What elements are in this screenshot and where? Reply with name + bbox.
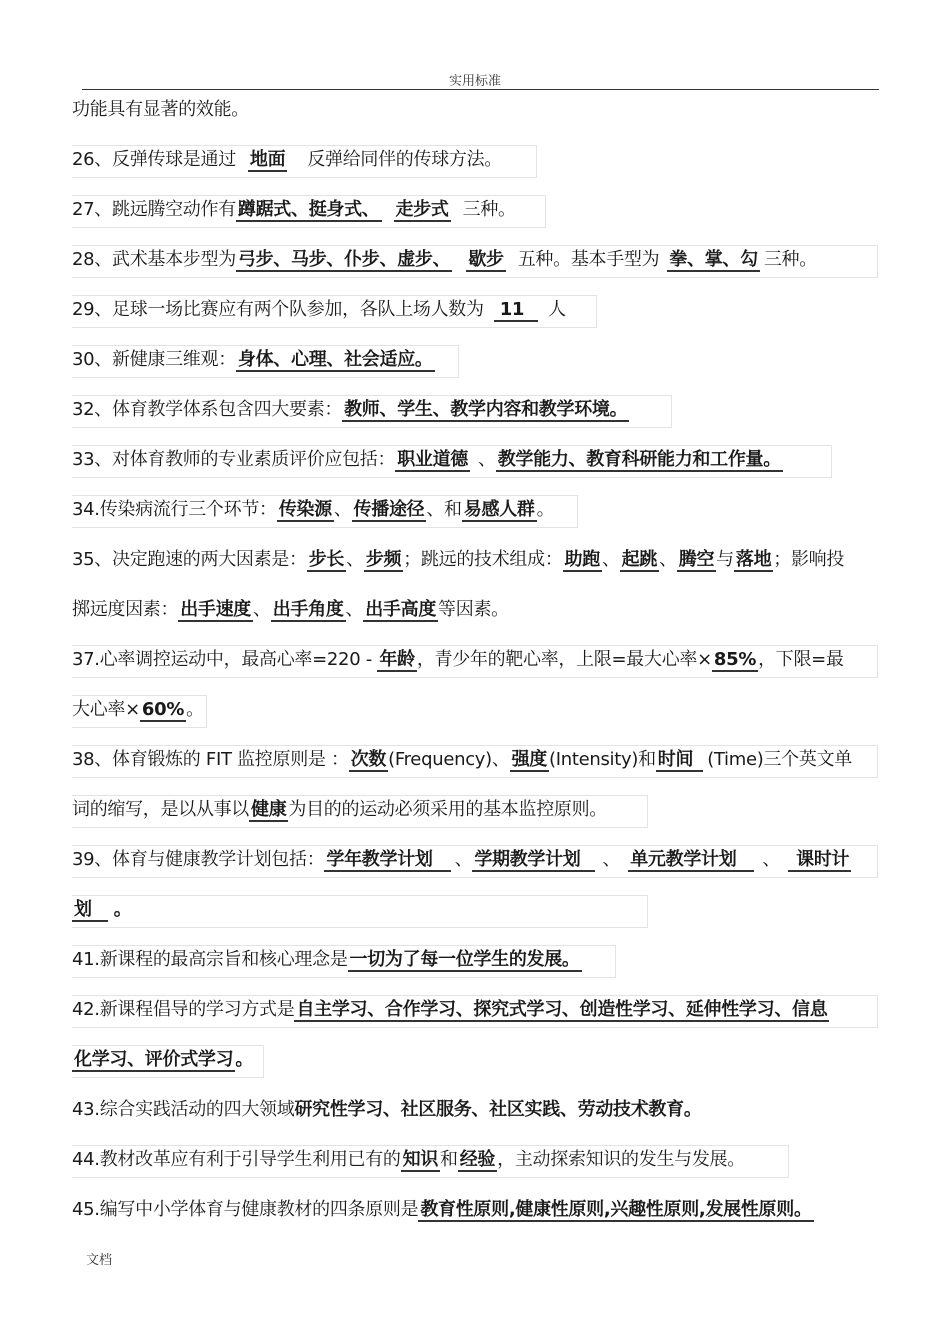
text: 39、体育与健康教学计划包括： [72, 849, 325, 870]
question-33 [72, 444, 783, 476]
question-41 [72, 944, 582, 976]
text: 、 [478, 449, 496, 470]
answer: 60% [141, 699, 185, 720]
answer: 知识 [402, 1149, 439, 1170]
text: 。 [186, 699, 204, 720]
answer: 职业道德 [397, 449, 469, 470]
text: 为目的的运动必须采用的基本监控原则。 [288, 799, 608, 820]
answer: 弓步、马步、仆步、虚步、 [237, 249, 451, 270]
text: 掷远度因素： [72, 599, 179, 620]
answer: 教学能力、教育科研能力和工作量。 [497, 449, 781, 470]
text: 、 [346, 549, 364, 570]
answer: 助跑 [564, 549, 600, 570]
answer: 起跳 [621, 549, 658, 570]
text: 、 [345, 599, 364, 620]
text: ，下限=最 [758, 649, 844, 670]
answer: 11 [494, 299, 538, 322]
text: 。 [235, 1049, 254, 1070]
text: 32、体育教学体系包含四大要素： [72, 399, 343, 420]
text: 反弹给同伴的传球方法。 [307, 149, 503, 170]
question-38-cont [72, 794, 607, 826]
answer: 次数 [350, 749, 387, 770]
text: 37.心率调控运动中，最高心率=220 - [72, 649, 378, 670]
question-29 [72, 294, 566, 326]
answer: 强度 [511, 749, 547, 770]
question-37 [72, 644, 844, 676]
answer: 腾空 [678, 549, 715, 570]
answer: 课时计 [788, 849, 851, 872]
answer: 步频 [365, 549, 402, 570]
text: 26、反弹传球是通过 [72, 149, 236, 170]
answer: 85% [713, 649, 757, 670]
text: 、 [601, 549, 620, 570]
text: 、 [253, 599, 271, 620]
answer: 易感人群 [463, 499, 535, 520]
answer: 传播途径 [353, 499, 425, 520]
text: 33、对体育教师的专业素质评价应包括： [72, 449, 396, 470]
answer: 教育性原则,健康性原则,兴趣性原则,发展性原则。 [420, 1199, 812, 1220]
text: 、 [659, 549, 677, 570]
text: (Frequency)、 [388, 749, 510, 770]
answer: 一切为了每一位学生的发展。 [349, 949, 580, 970]
text: ，主动探索知识的发生与发展。 [497, 1149, 745, 1170]
text: 、 [333, 499, 352, 520]
text: 35、决定跑速的两大因素是： [72, 549, 307, 570]
text-line [72, 94, 249, 126]
text: 。 [113, 899, 132, 920]
answer: 落地 [735, 549, 772, 570]
answer: 传染源 [278, 499, 332, 520]
header-rule [82, 89, 879, 90]
question-39 [72, 844, 851, 876]
answer: 年龄 [379, 649, 415, 670]
question-44 [72, 1144, 745, 1176]
answer: 划 [72, 899, 108, 922]
text: ，青少年的靶心率，上限=最大心率× [416, 649, 712, 670]
cell-border [72, 895, 648, 928]
answer: 经验 [459, 1149, 496, 1170]
answer: 走步式 [395, 199, 449, 220]
text: 30、新健康三维观： [72, 349, 236, 370]
question-26 [72, 144, 502, 176]
text: (Time)三个英文单 [707, 749, 852, 770]
answer: 学年教学计划 [324, 849, 450, 872]
answer: 健康 [251, 799, 287, 820]
text: 42.新课程倡导的学习方式是 [72, 999, 295, 1020]
text: 和 [440, 1149, 458, 1170]
answer: 拳、掌、勾 [669, 249, 758, 270]
text: 、 [454, 849, 473, 870]
question-42 [72, 994, 829, 1026]
text: 功能具有显著的效能。 [72, 99, 249, 120]
answer: 出手高度 [365, 599, 437, 620]
answer: 出手角度 [272, 599, 344, 620]
text: 29、足球一场比赛应有两个队参加，各队上场人数为 [72, 299, 484, 320]
question-38 [72, 744, 852, 776]
answer: 学期教学计划 [472, 849, 594, 872]
page-footer: 文档 [86, 1253, 113, 1268]
question-43 [72, 1094, 702, 1126]
text: 、 [602, 849, 621, 870]
answer: 时间 [656, 749, 703, 772]
text: ；影响投 [773, 549, 845, 570]
question-27 [72, 194, 516, 226]
answer: 身体、心理、社会适应。 [237, 349, 433, 370]
text: 、 [762, 849, 781, 870]
answer: 出手速度 [180, 599, 252, 620]
question-32 [72, 394, 629, 426]
question-39-cont [72, 894, 131, 926]
question-30 [72, 344, 435, 376]
text: 45.编写中小学体育与健康教材的四条原则是 [72, 1199, 419, 1220]
answer: 研究性学习、社区服务、社区实践、劳动技术教育。 [294, 1099, 702, 1120]
question-35-cont [72, 594, 509, 626]
text: 41.新课程的最高宗旨和核心理念是 [72, 949, 348, 970]
answer: 自主学习、合作学习、探究式学习、创造性学习、延伸性学习、信息 [296, 999, 828, 1020]
text: 与 [716, 549, 734, 570]
text: 38、体育锻炼的 FIT 监控原则是 ： [72, 749, 349, 770]
text: 28、武术基本步型为 [72, 249, 236, 270]
answer: 化学习、评价式学习 [74, 1049, 234, 1070]
text: 三种。 [763, 249, 817, 270]
answer: 地面 [249, 149, 286, 170]
text: 44.教材改革应有利于引导学生利用已有的 [72, 1149, 401, 1170]
text: 34.传染病流行三个环节： [72, 499, 277, 520]
text: ；跳远的技术组成： [403, 549, 563, 570]
text: 词的缩写，是以从事以 [72, 799, 249, 820]
text: 五种。基本手型为 [517, 249, 660, 270]
answer: 歇步 [468, 249, 504, 270]
text: 大心率× [72, 699, 140, 720]
question-35 [72, 544, 844, 576]
answer: 单元教学计划 [628, 849, 754, 872]
text: 等因素。 [438, 599, 509, 620]
text: 。 [536, 499, 555, 520]
text: 43.综合实践活动的四大领域 [72, 1099, 295, 1120]
page-header: 实用标准 [448, 74, 501, 89]
answer: 步长 [308, 549, 345, 570]
question-37-cont [72, 694, 204, 726]
answer: 教师、学生、教学内容和教学环境。 [344, 399, 628, 420]
question-28 [72, 244, 817, 276]
question-42-cont [72, 1044, 253, 1076]
text: 、和 [426, 499, 462, 520]
text: 27、跳远腾空动作有 [72, 199, 236, 220]
answer: 蹲踞式、挺身式、 [237, 199, 380, 220]
question-45 [72, 1194, 814, 1226]
text: (Intensity)和 [548, 749, 656, 770]
text: 三种。 [462, 199, 516, 220]
question-34 [72, 494, 554, 526]
text: 人 [548, 299, 566, 320]
